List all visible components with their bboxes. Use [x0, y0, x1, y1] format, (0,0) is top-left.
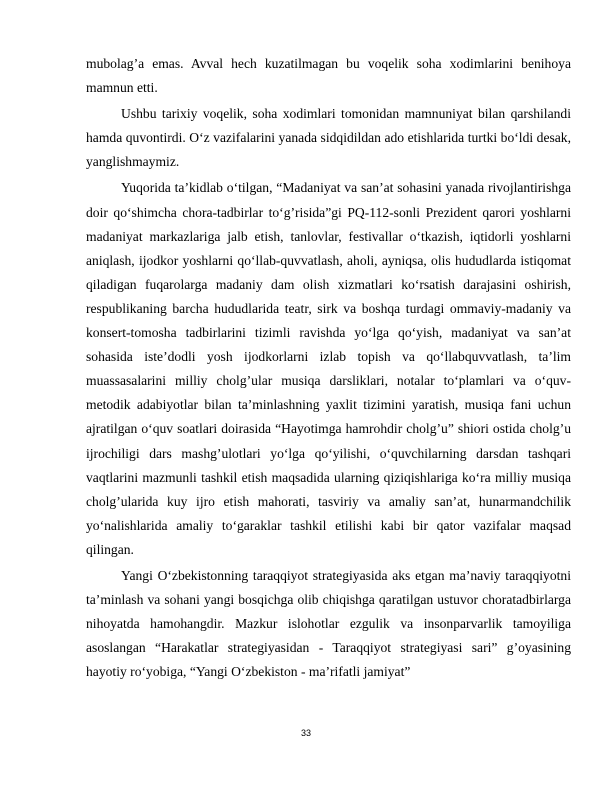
paragraph-development-strategy: Yangi O‘zbekistonning taraqqiyot strategiyasida aks etgan ma’naviy taraqqiyotni ta’minlash va sohani yangi bosqichga olib chiqishga qaratilgan ustuvor choratadbirlarga nihoyatda hamohangdir. Mazkur islohotlar ezgulik va insonparvarlik tamoyiliga asoslangan “Harakatlar strategiyasidan - Taraqqiyot strategiyasi sari” g’oyasining hayotiy ro‘yobiga, “Yangi O‘zbekiston - ma’rifatli jamiyat”: [86, 567, 571, 680]
page-number: 33: [300, 728, 311, 738]
paragraph-historic-event: Ushbu tarixiy voqelik, soha xodimlari tomonidan mamnuniyat bilan qarshilandi hamda quvontirdi. O‘z vazifalarini yanada sidqidildan ado etishlarida turtki bo‘ldi desak, yanglishmaymiz.: [86, 106, 571, 170]
paragraph-presidential-decree: Yuqorida ta’kidlab o‘tilgan, “Madaniyat va san’at sohasini yanada rivojlantirishga doir qo‘shimcha chora-tadbirlar to‘g’risida”gi PQ-112-sonli Prezident qarori yoshlarni madaniyat markazlariga jalb etish, tanlovlar, festivallar o‘tkazish, iqtidorli yoshlarni aniqlash, ijodkor yoshlarni qo‘llab-quvvatlash, aholi, ayniqsa, olis hududlarda istiqomat qiladigan fuqarolarga madaniy dam olish xizmatlari ko‘rsatish darajasini oshirish, respublikaning barcha hududlarida teatr, sirk va boshqa turdagi ommaviy-madaniy va konsert-tomosha tadbirlarini tizimli ravishda yo‘lga qo‘yish, madaniyat va san’at sohasida iste’dodli yosh ijodkorlarni izlab topish va qo‘llabquvvatlash, ta’lim muassasalarini milliy cholg’ular musiqa darsliklari, notalar to‘plamlari va o‘quv-metodik adabiyotlar bilan ta’minlashning yaxlit tizimini yaratish, musiqa fani uchun ajratilgan o‘quv soatlari doirasida “Hayotimga hamrohdir cholg’u” shiori ostida cholg’u ijrochiligi dars mashg’ulotlari yo‘lga qo‘yilishi, o‘quvchilarning darsdan tashqari vaqtlarini mazmunli tashkil etish maqsadida ularning qiziqishlariga ko‘ra milliy musiqa cholg’ularida kuy ijro etish mahorati, tasviriy va amaliy san’at, hunarmandchilik yo‘nalishlarida amaliy to‘garaklar tashkil etilishi kabi bir qator vazifalar maqsad qilingan.: [86, 180, 571, 557]
paragraph-continuation: mubolag’a emas. Avval hech kuzatilmagan bu voqelik soha xodimlarini benihoya mamnun etti.: [86, 56, 571, 96]
document-page: [86, 52, 571, 684]
